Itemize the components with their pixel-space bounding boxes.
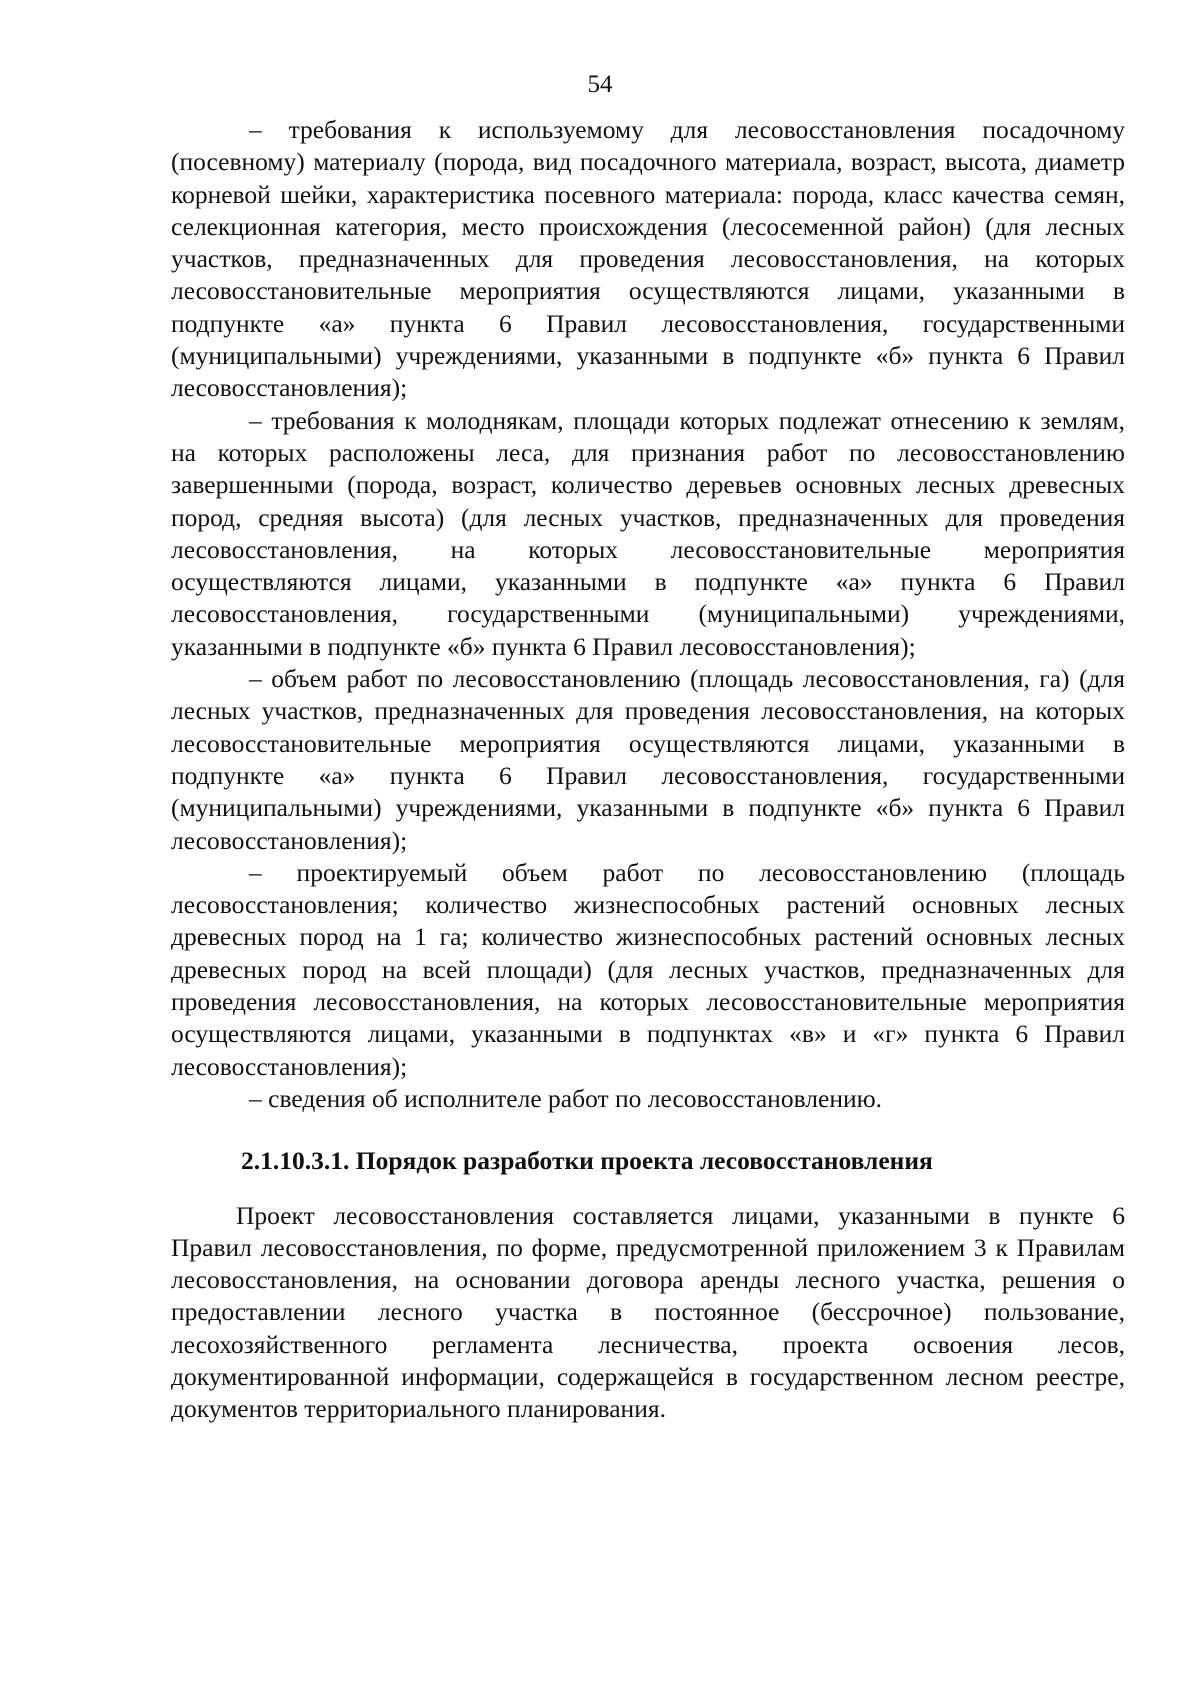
list-item-contractor-info: – сведения об исполнителе работ по лесовосстановлению. <box>249 1083 883 1113</box>
section-paragraph: Проект лесовосстановления составляется лицами, указанными в пункте 6 Правил лесовосстановления, по форме, предусмотренной приложением 3 к Правилам лесовосстановления, на основании договора аренды лесного участка, решения о предоставлении лесного участка в постоянное (бессрочное) пользование, лесохозяйственного регламента лесничества, проекта освоения лесов, документированной информации, содержащейся в государственном лесном реестре, документов территориального планирования. <box>171 1200 1125 1424</box>
page-number: 54 <box>587 71 613 98</box>
list-item-young-stand-requirements: – требования к молоднякам, площади которых подлежат отнесению к землям, на которых расположены леса, для признания работ по лесовосстановлению завершенными (порода, возраст, количество деревьев основных лесных древесных пород, средняя высота) (для лесных участков, предназначенных для проведения лесовосстановления, на которых лесовосстановительные мероприятия осуществляются лицами, указанными в подпункте «а» пункта 6 Правил лесовосстановления, государственными (муниципальными) учреждениями, указанными в подпункте «б» пункта 6 Правил лесовосстановления); <box>171 405 1125 661</box>
page-body <box>171 114 1125 1426</box>
list-item-work-volume: – объем работ по лесовосстановлению (площадь лесовосстановления, га) (для лесных участков, предназначенных для проведения лесовосстановления, на которых лесовосстановительные мероприятия осуществляются лицами, указанными в подпункте «а» пункта 6 Правил лесовосстановления, государственными (муниципальными) учреждениями, указанными в подпункте «б» пункта 6 Правил лесовосстановления); <box>171 664 1125 855</box>
section-heading: 2.1.10.3.1. Порядок разработки проекта лесовосстановления <box>241 1146 933 1176</box>
list-item-planting-material-requirements: – требования к используемому для лесовосстановления посадочному (посевному) материалу (порода, вид посадочного материала, возраст, высота, диаметр корневой шейки, характеристика посевного материала: порода, класс качества семян, селекционная категория, место происхождения (лесосеменной район) (для лесных участков, предназначенных для проведения лесовосстановления, на которых лесовосстановительные мероприятия осуществляются лицами, указанными в подпункте «а» пункта 6 Правил лесовосстановления, государственными (муниципальными) учреждениями, указанными в подпункте «б» пункта 6 Правил лесовосстановления); <box>171 115 1125 403</box>
list-item-projected-work-volume: – проектируемый объем работ по лесовосстановлению (площадь лесовосстановления; количество жизнеспособных растений основных лесных древесных пород на 1 га; количество жизнеспособных растений основных лесных древесных пород на всей площади) (для лесных участков, предназначенных для проведения лесовосстановления, на которых лесовосстановительные мероприятия осуществляются лицами, указанными в подпунктах «в» и «г» пункта 6 Правил лесовосстановления); <box>171 857 1125 1081</box>
